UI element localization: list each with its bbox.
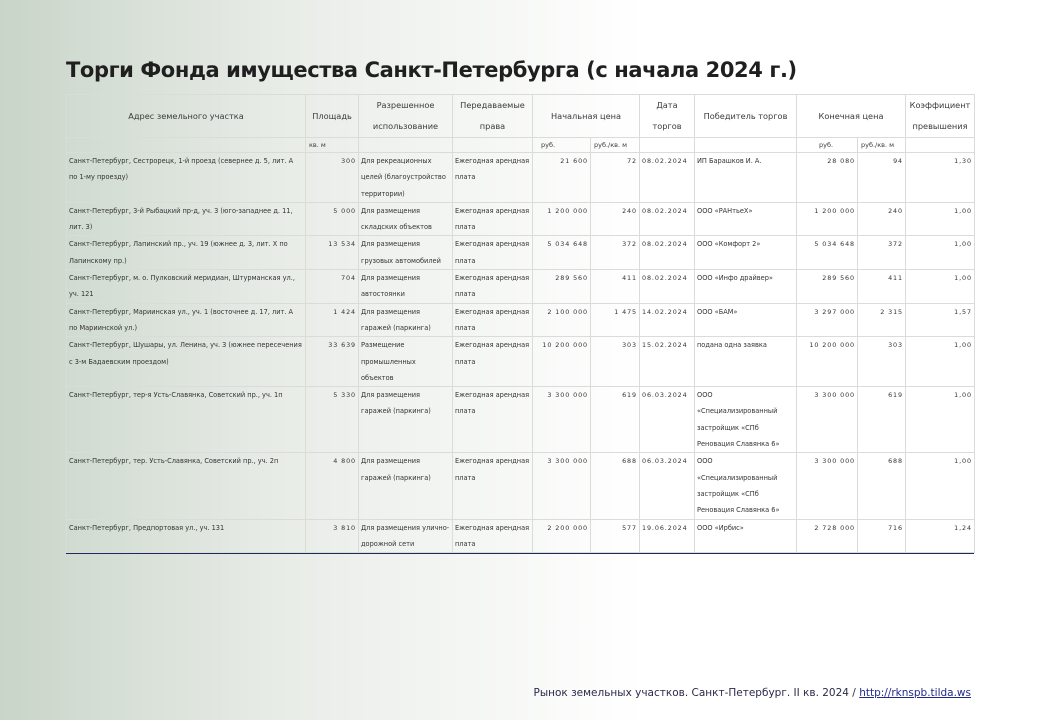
cell-date: 06.03.2024 [640,387,695,453]
cell-winner: ООО «Комфорт 2» [695,236,797,270]
table-row [67,202,975,236]
table-row [67,519,975,553]
cell-rights: Ежегодная арендная плата [453,270,533,304]
table-row [67,270,975,304]
unit-empty [453,138,533,153]
cell-final-sqm: 94 [858,153,906,203]
footer [534,687,972,699]
cell-final-rub: 2 728 000 [797,519,858,553]
unit-area: кв. м [306,138,359,153]
cell-usage: Для размещения гаражей (паркинга) [359,387,453,453]
cell-start-rub: 2 200 000 [533,519,591,553]
header-ratio: Коэффициент превышения [906,95,975,138]
cell-rights: Ежегодная арендная плата [453,236,533,270]
cell-final-sqm: 303 [858,337,906,387]
cell-address: Санкт-Петербург, Лапинский пр., уч. 19 (южнее д. 3, лит. Х по Лапинскому пр.) [67,236,306,270]
cell-area: 5 000 [306,202,359,236]
cell-start-sqm: 411 [591,270,640,304]
cell-final-rub: 10 200 000 [797,337,858,387]
cell-ratio: 1,00 [906,236,975,270]
cell-start-sqm: 619 [591,387,640,453]
cell-usage: Для размещения улично-дорожной сети [359,519,453,553]
table-row [67,303,975,337]
cell-start-sqm: 72 [591,153,640,203]
header-date: Дата торгов [640,95,695,138]
cell-final-sqm: 716 [858,519,906,553]
unit-empty [906,138,975,153]
cell-rights: Ежегодная арендная плата [453,519,533,553]
cell-start-rub: 5 034 648 [533,236,591,270]
cell-address: Санкт-Петербург, Предпортовая ул., уч. 131 [67,519,306,553]
cell-final-sqm: 619 [858,387,906,453]
table-row [67,337,975,387]
cell-date: 08.02.2024 [640,236,695,270]
header-rights: Передаваемые права [453,95,533,138]
cell-area: 13 534 [306,236,359,270]
cell-ratio: 1,00 [906,453,975,519]
cell-address: Санкт-Петербург, Мариинская ул., уч. 1 (восточнее д. 17, лит. А по Мариинской ул.) [67,303,306,337]
cell-winner: подана одна заявка [695,337,797,387]
page-title: Торги Фонда имущества Санкт-Петербурга (с начала 2024 г.) [66,58,797,82]
header-start-price: Начальная цена [533,95,640,138]
cell-area: 33 639 [306,337,359,387]
cell-usage: Для рекреационных целей (благоустройство территории) [359,153,453,203]
cell-date: 06.03.2024 [640,453,695,519]
cell-rights: Ежегодная арендная плата [453,153,533,203]
table-row [67,153,975,203]
cell-rights: Ежегодная арендная плата [453,202,533,236]
cell-area: 3 810 [306,519,359,553]
cell-final-sqm: 411 [858,270,906,304]
cell-ratio: 1,30 [906,153,975,203]
cell-area: 4 800 [306,453,359,519]
header-row [67,95,975,138]
cell-start-sqm: 577 [591,519,640,553]
cell-start-rub: 3 300 000 [533,387,591,453]
unit-empty [359,138,453,153]
cell-winner: ООО «Специализированный застройщик «СПб Реновация Славянка 6» [695,387,797,453]
cell-date: 15.02.2024 [640,337,695,387]
unit-empty [67,138,306,153]
cell-start-sqm: 303 [591,337,640,387]
cell-area: 5 330 [306,387,359,453]
cell-usage: Для размещения грузовых автомобилей [359,236,453,270]
cell-start-sqm: 1 475 [591,303,640,337]
cell-start-sqm: 240 [591,202,640,236]
cell-date: 08.02.2024 [640,202,695,236]
cell-date: 08.02.2024 [640,153,695,203]
cell-usage: Для размещения гаражей (паркинга) [359,453,453,519]
cell-final-rub: 3 300 000 [797,453,858,519]
cell-start-rub: 289 560 [533,270,591,304]
header-area: Площадь [306,95,359,138]
cell-winner: ООО «Специализированный застройщик «СПб Реновация Славянка 6» [695,453,797,519]
table-row [67,236,975,270]
cell-rights: Ежегодная арендная плата [453,453,533,519]
header-final-price: Конечная цена [797,95,906,138]
cell-area: 300 [306,153,359,203]
footer-text: Рынок земельных участков. Санкт-Петербург. II кв. 2024 / [533,687,860,699]
cell-address: Санкт-Петербург, 3-й Рыбацкий пр-д, уч. 3 (юго-западнее д. 11, лит. З) [67,202,306,236]
cell-date: 14.02.2024 [640,303,695,337]
cell-rights: Ежегодная арендная плата [453,303,533,337]
cell-usage: Для размещения складских объектов [359,202,453,236]
unit-final-rub: руб. [797,138,858,153]
cell-final-rub: 5 034 648 [797,236,858,270]
cell-winner: ООО «РАНтьеХ» [695,202,797,236]
unit-empty [640,138,695,153]
table-row [67,453,975,519]
cell-final-rub: 28 080 [797,153,858,203]
unit-start-rub: руб. [533,138,591,153]
cell-address: Санкт-Петербург, тер-я Усть-Славянка, Советский пр., уч. 1п [67,387,306,453]
cell-area: 704 [306,270,359,304]
cell-final-sqm: 240 [858,202,906,236]
cell-ratio: 1,57 [906,303,975,337]
cell-winner: ООО «Ирбис» [695,519,797,553]
cell-area: 1 424 [306,303,359,337]
cell-start-rub: 21 600 [533,153,591,203]
unit-final-rub-sqm: руб./кв. м [858,138,906,153]
cell-date: 08.02.2024 [640,270,695,304]
cell-winner: ИП Барашков И. А. [695,153,797,203]
cell-final-rub: 3 300 000 [797,387,858,453]
cell-ratio: 1,00 [906,202,975,236]
cell-date: 19.06.2024 [640,519,695,553]
header-usage: Разрешенное использование [359,95,453,138]
cell-final-rub: 1 200 000 [797,202,858,236]
cell-address: Санкт-Петербург, тер. Усть-Славянка, Советский пр., уч. 2п [67,453,306,519]
table-body [67,153,975,553]
cell-ratio: 1,00 [906,387,975,453]
cell-usage: Для размещения автостоянки [359,270,453,304]
cell-usage: Для размещения гаражей (паркинга) [359,303,453,337]
cell-usage: Размещение промышленных объектов [359,337,453,387]
cell-start-rub: 3 300 000 [533,453,591,519]
units-row [67,138,975,153]
cell-start-rub: 10 200 000 [533,337,591,387]
header-winner: Победитель торгов [695,95,797,138]
footer-link[interactable]: http://rknspb.tilda.ws [859,687,971,699]
cell-final-sqm: 2 315 [858,303,906,337]
cell-ratio: 1,24 [906,519,975,553]
cell-final-rub: 289 560 [797,270,858,304]
cell-winner: ООО «БАМ» [695,303,797,337]
auction-table [66,94,974,554]
cell-rights: Ежегодная арендная плата [453,387,533,453]
header-address: Адрес земельного участка [67,95,306,138]
cell-address: Санкт-Петербург, м. о. Пулковский меридиан, Штурманская ул., уч. 121 [67,270,306,304]
cell-ratio: 1,00 [906,270,975,304]
cell-start-rub: 1 200 000 [533,202,591,236]
cell-final-sqm: 688 [858,453,906,519]
cell-final-rub: 3 297 000 [797,303,858,337]
cell-rights: Ежегодная арендная плата [453,337,533,387]
cell-address: Санкт-Петербург, Сестрорецк, 1-й проезд (севернее д. 5, лит. А по 1-му проезду) [67,153,306,203]
cell-winner: ООО «Инфо драйвер» [695,270,797,304]
cell-final-sqm: 372 [858,236,906,270]
table-row [67,387,975,453]
cell-start-rub: 2 100 000 [533,303,591,337]
unit-start-rub-sqm: руб./кв. м [591,138,640,153]
cell-address: Санкт-Петербург, Шушары, ул. Ленина, уч. 3 (южнее пересечения с 3-м Бадаевским проездом) [67,337,306,387]
unit-empty [695,138,797,153]
cell-ratio: 1,00 [906,337,975,387]
cell-start-sqm: 372 [591,236,640,270]
cell-start-sqm: 688 [591,453,640,519]
